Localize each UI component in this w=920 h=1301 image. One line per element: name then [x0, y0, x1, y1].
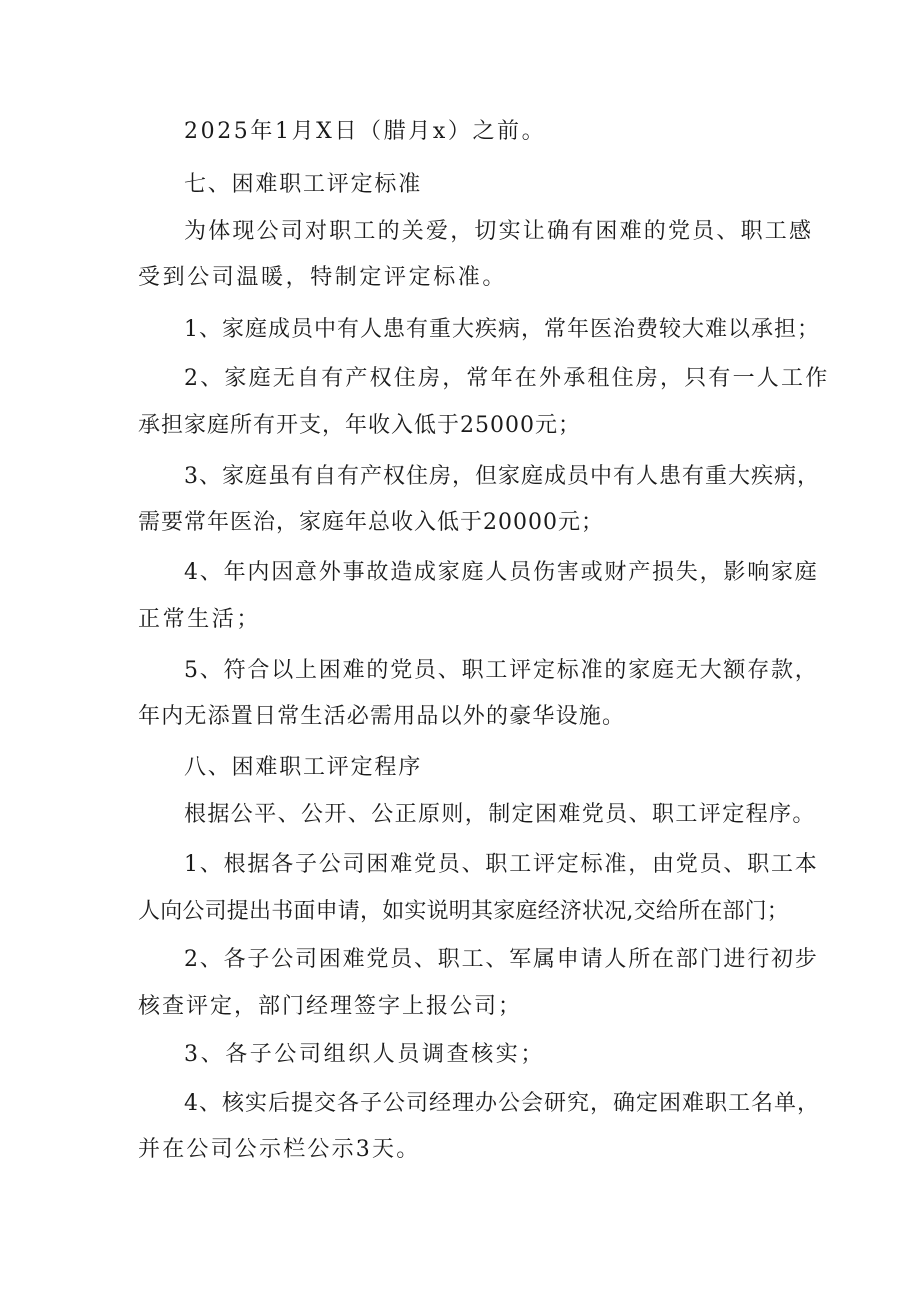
- list-item-line: 2、各子公司困难党员、职工、军属申请人所在部门进行初步: [184, 947, 819, 972]
- paragraph-line: 为体现公司对职工的关爱，切实让确有困难的党员、职工感: [184, 219, 814, 244]
- list-item-line: 1、家庭成员中有人患有重大疾病，常年医治费较大难以承担；: [184, 317, 820, 342]
- list-item-line: 4、年内因意外事故造成家庭人员伤害或财产损失，影响家庭: [184, 560, 819, 585]
- section-heading-8: 八、困难职工评定程序: [184, 755, 423, 780]
- list-item-line: 5、符合以上困难的党员、职工评定标准的家庭无大额存款，: [184, 658, 819, 683]
- list-item-line: 需要常年医治，家庭年总收入低于20000元；: [138, 510, 604, 535]
- list-item-line: 承担家庭所有开支，年收入低于25000元；: [138, 413, 581, 438]
- date-deadline-line: 2025年1月X日（腊月x）之前。: [184, 119, 547, 144]
- list-item-line: 人向公司提出书面申请，如实说明其家庭经济状况,交给所在部门；: [138, 899, 789, 924]
- paragraph-line: 根据公平、公开、公正原则，制定困难党员、职工评定程序。: [184, 802, 816, 827]
- list-item-line: 3、家庭虽有自有产权住房，但家庭成员中有人患有重大疾病，: [184, 464, 820, 489]
- list-item-line: 2、家庭无自有产权住房，常年在外承租住房，只有一人工作: [184, 366, 830, 391]
- paragraph-line: 受到公司温暖，特制定评定标准。: [138, 265, 508, 290]
- list-item-line: 核查评定，部门经理签字上报公司；: [138, 994, 523, 1019]
- list-item-line: 年内无添置日常生活必需用品以外的豪华设施。: [138, 704, 626, 729]
- list-item-line: 并在公司公示栏公示3天。: [138, 1137, 421, 1162]
- list-item-line: 1、根据各子公司困难党员、职工评定标准，由党员、职工本: [184, 852, 819, 877]
- list-item-line: 4、核实后提交各子公司经理办公会研究，确定困难职工名单，: [184, 1091, 820, 1116]
- section-heading-7: 七、困难职工评定标准: [184, 172, 423, 197]
- list-item-line: 正常生活；: [138, 607, 262, 632]
- list-item-line: 3、各子公司组织人员调查核实；: [184, 1042, 545, 1067]
